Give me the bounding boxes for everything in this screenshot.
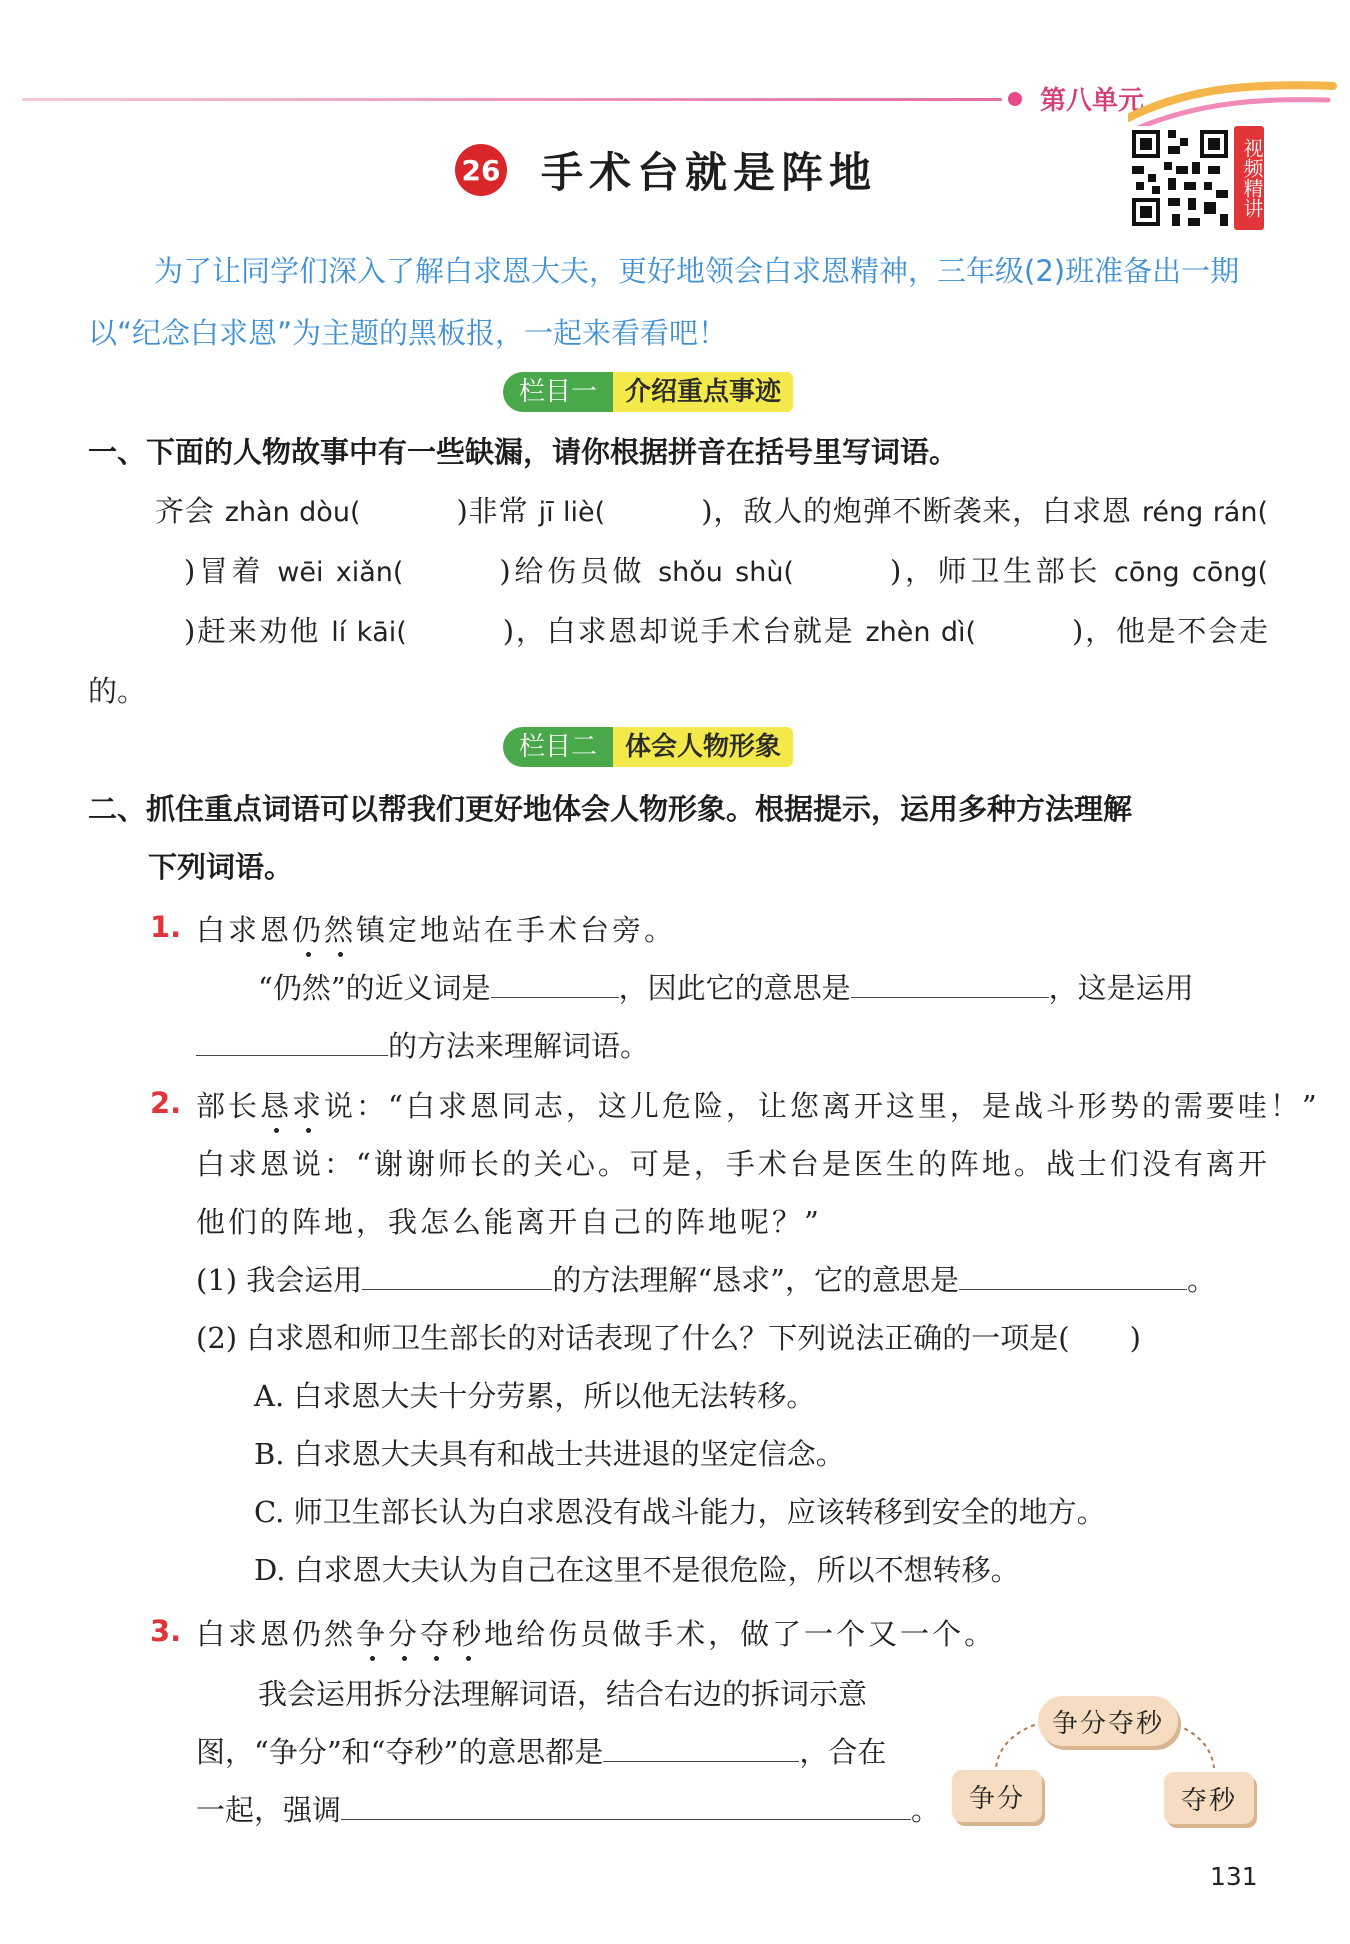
item-2-text: 说：“白求恩同志，这儿危险，让您离开这里，是战斗形势的需要哇！” xyxy=(324,1089,1320,1123)
item-2-text: (2) 白求恩和师卫生部长的对话表现了什么？下列说法正确的一项是( xyxy=(196,1321,1070,1355)
item-2-number: 2. xyxy=(150,1086,182,1120)
section-tag-1 xyxy=(503,372,793,412)
emphasis-dot-char: 仍 xyxy=(292,913,325,947)
item-3-text: 图，“争分”和“夺秒”的意思都是 xyxy=(196,1735,604,1769)
intro-paragraph: 为了让同学们深入了解白求恩大夫，更好地领会白求恩精神，三年级(2)班准备出一期以“纪念白求恩”为主题的黑板报，一起来看看吧！ xyxy=(88,254,1240,350)
header-rule xyxy=(22,98,1002,101)
item-1-number: 1. xyxy=(150,910,182,944)
item-2-sentence-3: 他们的阵地，我怎么能离开自己的阵地呢？” xyxy=(196,1205,822,1239)
option-a[interactable]: A. 白求恩大夫十分劳累，所以他无法转移。 xyxy=(254,1379,816,1413)
pinyin-likai: lí kāi( xyxy=(331,617,407,648)
section-tag-1-label: 栏目一 xyxy=(503,372,613,412)
section-tag-2-label: 栏目二 xyxy=(503,727,613,767)
pinyin-jilie: jī liè( xyxy=(538,497,606,528)
item-3-line1: 我会运用拆分法理解词语，结合右边的拆词示意 xyxy=(258,1677,868,1711)
answer-line[interactable] xyxy=(851,996,1049,998)
answer-line[interactable] xyxy=(491,996,619,998)
item-1-line2 xyxy=(196,1024,649,1065)
item-3-text: 地给伤员做手术，做了一个又一个。 xyxy=(484,1617,997,1651)
qr-code-icon[interactable] xyxy=(1128,126,1232,230)
diagram-root-word: 争分夺秒 xyxy=(1038,1696,1178,1746)
unit-label: 第八单元 xyxy=(1040,86,1145,116)
q1-text: )冒着 xyxy=(184,554,265,588)
item-2-sentence-1 xyxy=(196,1084,1320,1125)
pinyin-weixian: wēi xiǎn( xyxy=(277,557,404,588)
emphasis-dot-char: 然 xyxy=(324,913,357,947)
item-2-text: 部长 xyxy=(196,1089,261,1123)
section-tag-2-title: 体会人物形象 xyxy=(613,727,793,767)
q1-text: 齐会 xyxy=(154,494,215,528)
item-2-text: 的方法理解“恳求”，它的意思是 xyxy=(552,1263,959,1297)
unit-dot-icon xyxy=(1008,92,1022,106)
q1-text: )给伤员做 xyxy=(499,554,646,588)
item-3-line3 xyxy=(196,1788,940,1829)
emphasis-dot-char: 求 xyxy=(292,1089,325,1123)
pinyin-rengran: réng rán( xyxy=(1141,497,1268,528)
item-3-text: 白求恩仍然 xyxy=(196,1617,357,1651)
item-2-sub-1 xyxy=(196,1258,1216,1299)
section-tag-2 xyxy=(503,727,793,767)
item-1-line1 xyxy=(258,966,1194,1007)
item-2-text: (1) 我会运用 xyxy=(196,1263,363,1297)
lesson-title: 手术台就是阵地 xyxy=(541,148,878,197)
item-1-sentence-text: 镇定地站在手术台旁。 xyxy=(356,913,677,947)
q1-text: )，白求恩却说手术台就是 xyxy=(502,614,855,648)
item-1-sentence xyxy=(196,908,676,949)
item-1-text: ，这是运用 xyxy=(1048,971,1194,1005)
option-b[interactable]: B. 白求恩大夫具有和战士共进退的坚定信念。 xyxy=(254,1437,845,1471)
emphasis-dot-char: 秒 xyxy=(452,1617,485,1651)
question-2-heading xyxy=(88,780,1268,896)
option-c[interactable]: C. 师卫生部长认为白求恩没有战斗能力，应该转移到安全的地方。 xyxy=(254,1495,1106,1529)
video-explain-tag[interactable]: 视频精讲 xyxy=(1234,126,1264,230)
answer-line[interactable] xyxy=(196,1054,388,1056)
emphasis-dot-char: 夺 xyxy=(420,1617,453,1651)
diagram-left-word: 争分 xyxy=(952,1770,1042,1822)
pinyin-zhendi: zhèn dì( xyxy=(865,617,976,648)
pinyin-congcong: cōng cōng( xyxy=(1113,557,1268,588)
question-1-heading: 一、下面的人物故事中有一些缺漏，请你根据拼音在括号里写词语。 xyxy=(88,435,959,469)
lesson-title-row xyxy=(455,140,877,200)
answer-line[interactable] xyxy=(603,1760,799,1762)
item-2-text: 。 xyxy=(1186,1263,1216,1297)
item-1-sentence-text: 白求恩 xyxy=(196,913,293,947)
question-2-heading-line2: 下列词语。 xyxy=(148,850,294,884)
pinyin-zhandou: zhàn dòu( xyxy=(224,497,361,528)
page-number: 131 xyxy=(1210,1862,1258,1891)
item-3-sentence xyxy=(196,1612,996,1653)
question-2-heading-line1: 二、抓住重点词语可以帮我们更好地体会人物形象。根据提示，运用多种方法理解 xyxy=(88,792,1133,826)
item-1-text: ，因此它的意思是 xyxy=(618,971,851,1005)
question-1-fill-paragraph xyxy=(88,482,1268,721)
emphasis-dot-char: 恳 xyxy=(260,1089,293,1123)
q1-text: )，他是不会走的。 xyxy=(88,614,1268,708)
q1-text: )，师卫生部长 xyxy=(889,554,1102,588)
answer-line[interactable] xyxy=(362,1288,552,1290)
q1-text: )非常 xyxy=(456,494,529,528)
section-tag-1-title: 介绍重点事迹 xyxy=(613,372,793,412)
item-3-text: 。 xyxy=(911,1793,941,1827)
item-2-sub-2 xyxy=(196,1316,1141,1357)
item-3-text: ，合在 xyxy=(799,1735,887,1769)
option-d[interactable]: D. 白求恩大夫认为自己在这里不是很危险，所以不想转移。 xyxy=(254,1553,1020,1587)
answer-line[interactable] xyxy=(959,1288,1187,1290)
lesson-number-badge: 26 xyxy=(455,144,507,196)
emphasis-dot-char: 分 xyxy=(388,1617,421,1651)
item-3-text: 一起，强调 xyxy=(196,1793,342,1827)
item-1-text: 的方法来理解词语。 xyxy=(388,1029,650,1063)
q1-text: )，敌人的炮弹不断袭来，白求恩 xyxy=(701,494,1132,528)
item-1-text: “仍然”的近义词是 xyxy=(258,971,491,1005)
emphasis-dot-char: 争 xyxy=(356,1617,389,1651)
item-3-number: 3. xyxy=(150,1614,182,1648)
item-3-line2 xyxy=(196,1730,886,1771)
diagram-right-word: 夺秒 xyxy=(1164,1772,1254,1824)
item-2-sentence-2: 白求恩说：“谢谢师长的关心。可是，手术台是医生的阵地。战士们没有离开 xyxy=(196,1147,1270,1181)
q1-text: )赶来劝他 xyxy=(184,614,321,648)
pinyin-shoushu: shǒu shù( xyxy=(658,557,794,588)
item-2-text: ) xyxy=(1129,1321,1141,1355)
answer-line[interactable] xyxy=(341,1818,911,1820)
word-split-diagram xyxy=(950,1680,1270,1830)
